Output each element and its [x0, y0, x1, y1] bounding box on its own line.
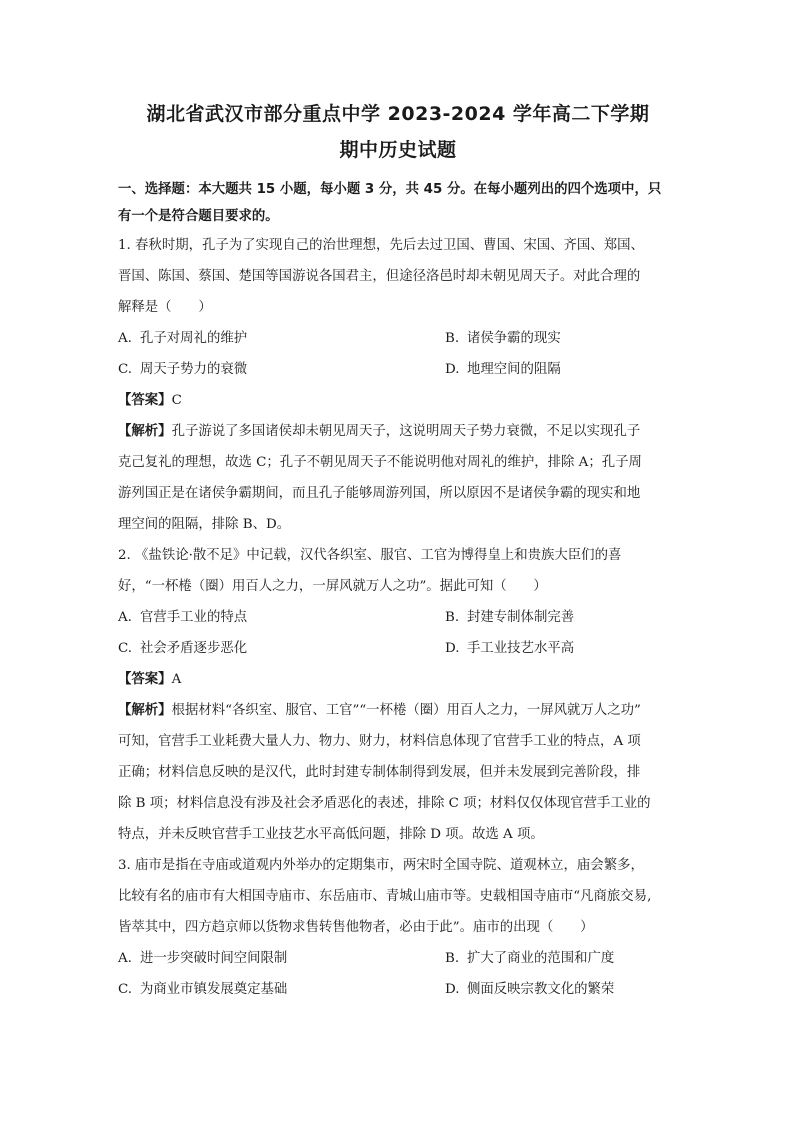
option-c: C. 社会矛盾逐步恶化	[118, 641, 248, 656]
analysis-tag: 【解析】	[118, 424, 172, 439]
analysis-line: 游列国正是在诸侯争霸期间，而且孔子能够周游列国，所以原因不是诸侯争霸的现实和地	[118, 486, 641, 501]
analysis-line: 【解析】孔子游说了多国诸侯却未朝见周天子，这说明周天子势力衰微，不足以实现孔子	[118, 424, 641, 439]
analysis-line: 克己复礼的理想，故选 C；孔子不朝见周天子不能说明他对周礼的维护，排除 A；孔子周	[118, 455, 642, 470]
options-list	[118, 943, 678, 1005]
question-stem-line: 3. 庙市是指在寺庙或道观内外举办的定期集市，两宋时全国寺院、道观林立，庙会繁多，	[118, 858, 644, 873]
question-3	[118, 850, 678, 1005]
answer-value: C	[171, 393, 182, 408]
question-stem-line: 比较有名的庙市有大相国寺庙市、东岳庙市、青城山庙市等。史载相国寺庙市“凡商旅交易,	[118, 889, 652, 904]
question-stem-line: 2. 《盐铁论·散不足》中记载，汉代各织室、服官、工官为博得皇上和贵族大臣们的喜	[118, 548, 622, 563]
section-heading-line2: 有一个是符合题目要求的。	[118, 209, 279, 224]
question-stem-line: 好，“一杯棬（圈）用百人之力，一屏风就万人之功”。据此可知（ ）	[118, 579, 547, 594]
question-1	[118, 230, 678, 540]
analysis-line: 理空间的阻隔，排除 B、D。	[118, 517, 291, 532]
question-stem-line: 1. 春秋时期，孔子为了实现自己的治世理想，先后去过卫国、曹国、宋国、齐国、郑国、	[118, 238, 644, 253]
analysis-line: 正确；材料信息反映的是汉代，此时封建专制体制得到发展，但并未发展到完善阶段，排	[118, 765, 641, 780]
analysis-line: 【解析】根据材料“各织室、服官、工官”“一杯棬（圈）用百人之力，一屏风就万人之功”	[118, 703, 641, 718]
option-a: A. 孔子对周礼的维护	[118, 331, 248, 346]
document-page	[118, 96, 678, 1005]
answer-line	[118, 385, 678, 416]
option-d: D. 地理空间的阻隔	[445, 362, 561, 377]
option-b: B. 封建专制体制完善	[445, 610, 575, 625]
document-title-line1: 湖北省武汉市部分重点中学 2023-2024 学年高二下学期	[146, 103, 650, 125]
section-heading-line1: 一、选择题：本大题共 15 小题，每小题 3 分，共 45 分。在每小题列出的四个选项中，只	[118, 182, 662, 197]
answer-value: A	[171, 672, 182, 687]
answer-tag: 【答案】	[118, 672, 172, 687]
option-a: A. 官营手工业的特点	[118, 610, 248, 625]
question-stem-line: 晋国、陈国、蔡国、楚国等国游说各国君主，但途径洛邑时却未朝见周天子。对此合理的	[118, 269, 641, 284]
option-d: D. 手工业技艺水平高	[445, 641, 575, 656]
analysis-line: 特点，并未反映官营手工业技艺水平高低问题，排除 D 项。故选 A 项。	[118, 827, 544, 842]
question-stem-line: 皆萃其中，四方趋京师以货物求售转售他物者，必由于此”。庙市的出现（ ）	[118, 920, 594, 935]
question-2	[118, 540, 678, 850]
option-b: B. 诸侯争霸的现实	[445, 331, 561, 346]
options-list	[118, 602, 678, 664]
option-c: C. 为商业市镇发展奠定基础	[118, 982, 288, 997]
option-d: D. 侧面反映宗教文化的繁荣	[445, 982, 615, 997]
analysis-line: 可知，官营手工业耗费大量人力、物力、财力，材料信息体现了官营手工业的特点，A 项	[118, 734, 641, 749]
analysis-line: 除 B 项；材料信息没有涉及社会矛盾恶化的表述，排除 C 项；材料仅仅体现官营手工业的	[118, 796, 651, 811]
answer-tag: 【答案】	[118, 393, 172, 408]
question-stem-line: 解释是（ ）	[118, 300, 212, 315]
analysis-tag: 【解析】	[118, 703, 172, 718]
option-a: A. 进一步突破时间空间限制	[118, 951, 288, 966]
answer-line	[118, 664, 678, 695]
option-c: C. 周天子势力的衰微	[118, 362, 248, 377]
option-b: B. 扩大了商业的范围和广度	[445, 951, 615, 966]
options-list	[118, 323, 678, 385]
document-title-line2: 期中历史试题	[339, 139, 457, 161]
